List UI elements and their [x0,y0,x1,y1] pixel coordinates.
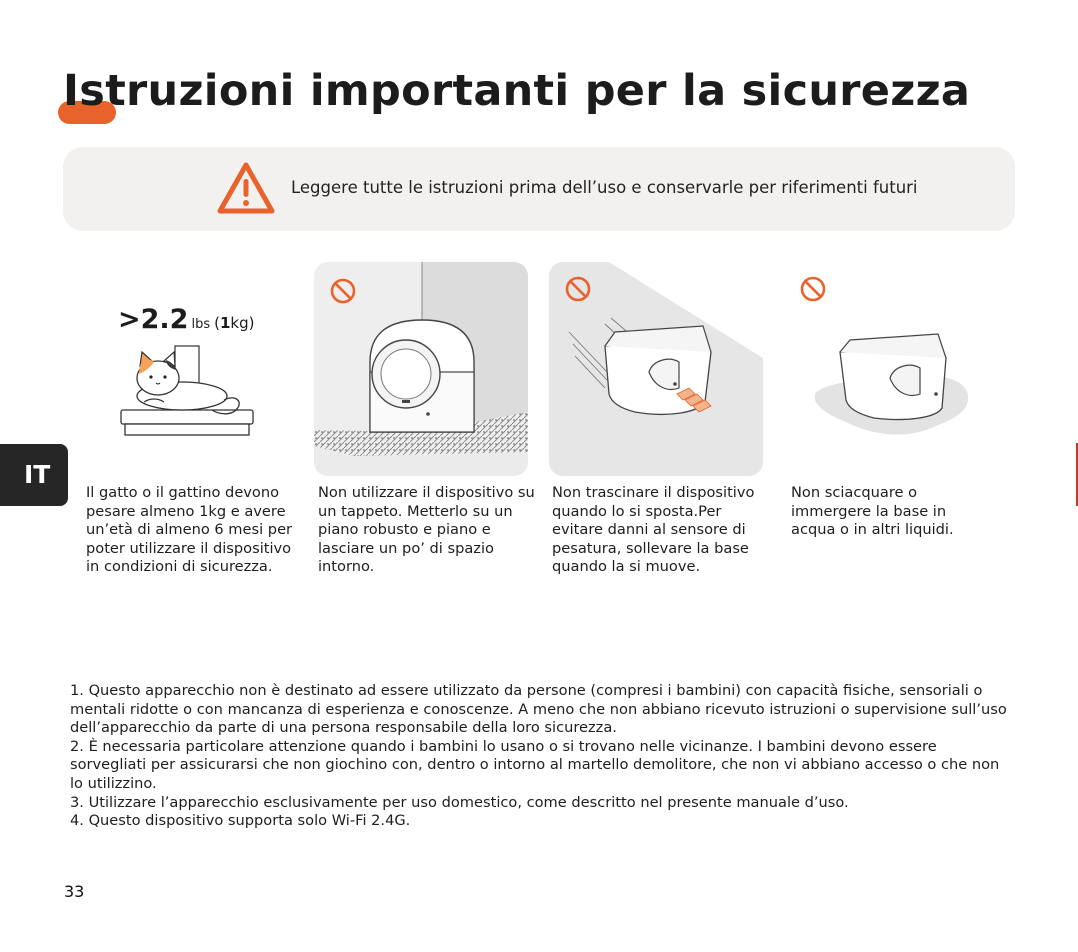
weight-panel [84,262,298,476]
safety-note: 1. Questo apparecchio non è destinato ad essere utilizzato da persone (compresi i bambini) con capacità fisiche, sensoriali o mentali ridotte o con mancanza di esperienza e conoscenze. A meno che non abbiano ricevuto istruzioni o supervisione sull’uso dell’apparecchio da parte di una persona responsabile della loro sicurezza. [70,682,1007,737]
safety-note: 4. Questo dispositivo supporta solo Wi-Fi 2.4G. [70,812,411,830]
panel-caption-water: Non sciacquare o immergere la base in acqua o in altri liquidi. [791,484,954,539]
weight-alt-close: ) [248,314,255,332]
cat-on-scale-illustration [84,262,298,476]
device-drag-illustration [549,262,763,476]
device-on-carpet-illustration [314,262,528,476]
weight-alt-value: 1 [219,314,231,332]
weight-alt-unit: kg [230,314,249,332]
panel-caption-weight: Il gatto o il gattino devono pesare almeno 1kg e avere un’età di almeno 6 mesi per poter utilizzare il dispositivo in condizioni di sicurezza. [86,484,293,576]
no-entry-icon [802,278,824,300]
weight-prefix: > [118,304,141,335]
page-number: 33 [64,882,85,901]
svg-text:>2.2lbs(1kg) [118,304,254,335]
page-title: Istruzioni importanti per la sicurezza [63,66,971,116]
weight-unit: lbs [191,317,211,332]
weight-value: 2.2 [140,304,189,335]
safety-note: 3. Utilizzare l’apparecchio esclusivamente per uso domestico, come descritto nel presente manuale d’uso. [70,793,849,811]
no-drag-panel [549,262,763,476]
panel-caption-carpet: Non utilizzare il dispositivo su un tappeto. Metterlo su un piano robusto e piano e lasciare un po’ di spazio intorno. [318,484,535,576]
safety-note: 2. È necessaria particolare attenzione quando i bambini lo usano o si trovano nelle vicinanze. I bambini devono essere sorvegliati per assicurarsi che non giochino con, dentro o intorno al martello demolitore, che non vi abbiano accesso o che non lo utilizzino. [70,737,1000,792]
no-carpet-panel [314,262,528,476]
warning-triangle-icon [217,161,275,215]
no-water-panel [786,262,1000,476]
warning-banner [63,147,1015,231]
safety-notes [70,682,1010,831]
panel-caption-drag: Non trascinare il dispositivo quando lo si sposta.Per evitare danni al sensore di pesatura, sollevare la base quando la si muove. [552,484,755,576]
device-in-water-illustration [786,262,1000,476]
banner-text: Leggere tutte le istruzioni prima dell’uso e conservarle per riferimenti futuri [291,178,918,197]
weight-alt-open: ( [214,314,220,332]
language-tab: IT [0,444,68,506]
